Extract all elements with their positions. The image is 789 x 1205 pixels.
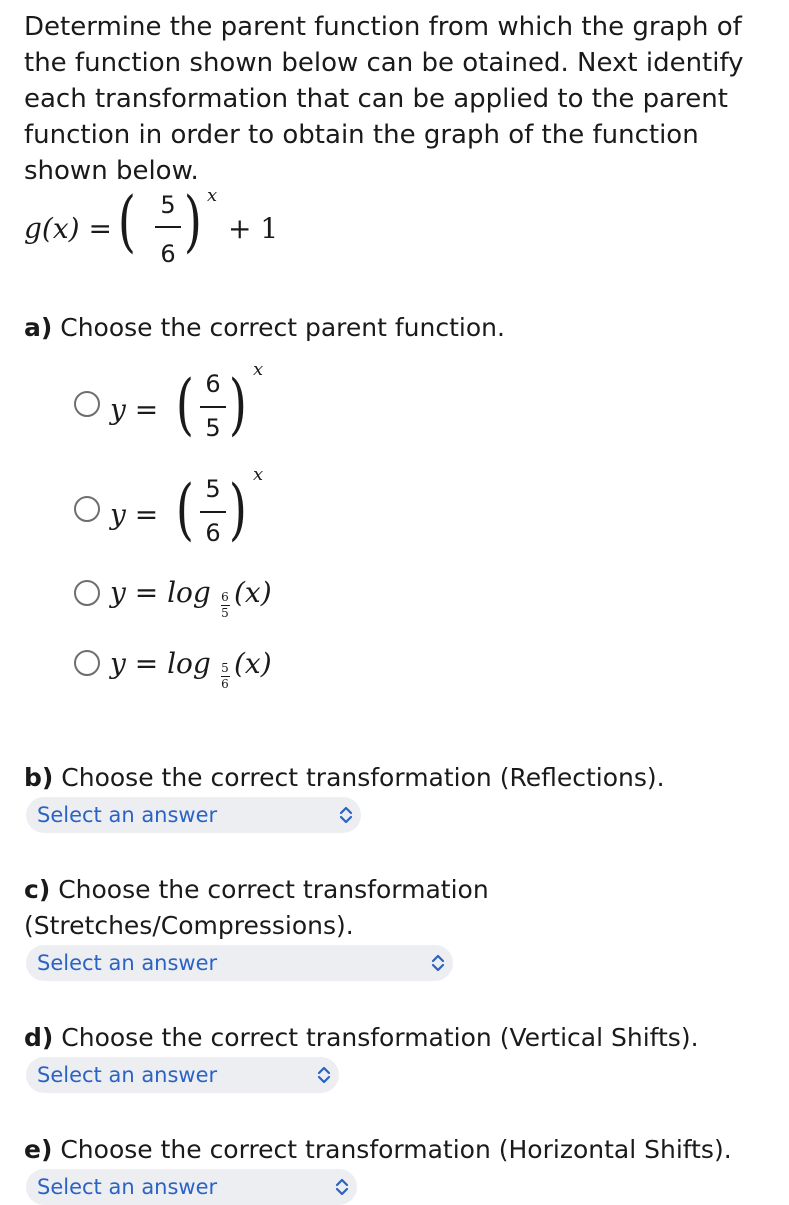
- part-c-select[interactable]: [26, 945, 453, 981]
- part-d-label: d): [24, 1023, 54, 1052]
- option-4-base-denominator: 6: [221, 677, 229, 691]
- part-d-select[interactable]: [26, 1057, 339, 1093]
- option-3-argument: (x): [234, 576, 272, 609]
- option-1-numerator: 6: [205, 370, 221, 398]
- option-4-argument: (x): [234, 647, 272, 680]
- question-prompt: Determine the parent function from which the graph of the function shown below can be otained. Next identify each transformation that can be applied to the parent function in order to obtain the graph of the function shown below.: [24, 12, 744, 186]
- part-a-label: a): [24, 313, 53, 342]
- option-2-right-paren: ): [228, 471, 247, 548]
- function-lhs: g(x) =: [24, 212, 112, 245]
- option-1-radio[interactable]: [74, 391, 100, 417]
- option-1-left-paren: (: [175, 366, 194, 443]
- part-e-heading: [24, 1132, 732, 1168]
- option-1-exponent: x: [253, 359, 264, 380]
- part-c-select-value: Select an answer: [37, 951, 218, 975]
- part-c-text-line1: Choose the correct transformation: [58, 875, 489, 904]
- function-constant: + 1: [228, 212, 279, 245]
- part-e-label: e): [24, 1135, 53, 1164]
- option-1-prefix: y =: [110, 393, 159, 426]
- option-2-radio[interactable]: [74, 496, 100, 522]
- option-2-numerator: 5: [205, 475, 221, 503]
- option-3-radio[interactable]: [74, 580, 100, 606]
- right-paren: ): [183, 183, 202, 260]
- chevron-up-down-icon: [335, 1178, 349, 1196]
- part-e-text: Choose the correct transformation (Horizontal Shifts).: [60, 1135, 732, 1164]
- option-2-fraction-bar: [200, 511, 226, 513]
- chevron-up-down-icon: [339, 806, 353, 824]
- option-1-right-paren: ): [228, 366, 247, 443]
- fraction-denominator: 6: [160, 240, 176, 268]
- option-3-base-numerator: 6: [221, 590, 229, 604]
- option-1-fraction-bar: [200, 406, 226, 408]
- part-a-text: Choose the correct parent function.: [60, 313, 505, 342]
- part-a-heading: [24, 310, 505, 346]
- option-3-base-denominator: 5: [221, 606, 229, 620]
- option-2-prefix: y =: [110, 498, 159, 531]
- part-e-select[interactable]: [26, 1169, 357, 1205]
- option-2-denominator: 6: [205, 519, 221, 547]
- option-1-denominator: 5: [205, 414, 221, 442]
- chevron-up-down-icon: [431, 954, 445, 972]
- part-e-select-value: Select an answer: [37, 1175, 218, 1199]
- part-d-heading: [24, 1020, 699, 1056]
- part-b-select[interactable]: [26, 797, 361, 833]
- option-2-exponent: x: [253, 464, 264, 485]
- part-b-select-value: Select an answer: [37, 803, 218, 827]
- option-4-base-numerator: 5: [221, 661, 229, 675]
- option-3-prefix: y = log: [110, 576, 211, 609]
- option-2-left-paren: (: [175, 471, 194, 548]
- function-exponent: x: [207, 185, 218, 206]
- part-b-heading: [24, 760, 665, 796]
- part-c-heading: [24, 872, 489, 944]
- part-c-label: c): [24, 875, 51, 904]
- fraction-bar: [155, 226, 181, 228]
- part-d-text: Choose the correct transformation (Vertical Shifts).: [61, 1023, 699, 1052]
- part-b-text: Choose the correct transformation (Reflections).: [61, 763, 665, 792]
- part-d-select-value: Select an answer: [37, 1063, 218, 1087]
- part-c-text-line2: (Stretches/Compressions).: [24, 911, 354, 940]
- part-b-label: b): [24, 763, 54, 792]
- option-4-radio[interactable]: [74, 650, 100, 676]
- option-4-prefix: y = log: [110, 647, 211, 680]
- chevron-up-down-icon: [317, 1066, 331, 1084]
- left-paren: (: [117, 183, 136, 260]
- fraction-numerator: 5: [160, 191, 176, 219]
